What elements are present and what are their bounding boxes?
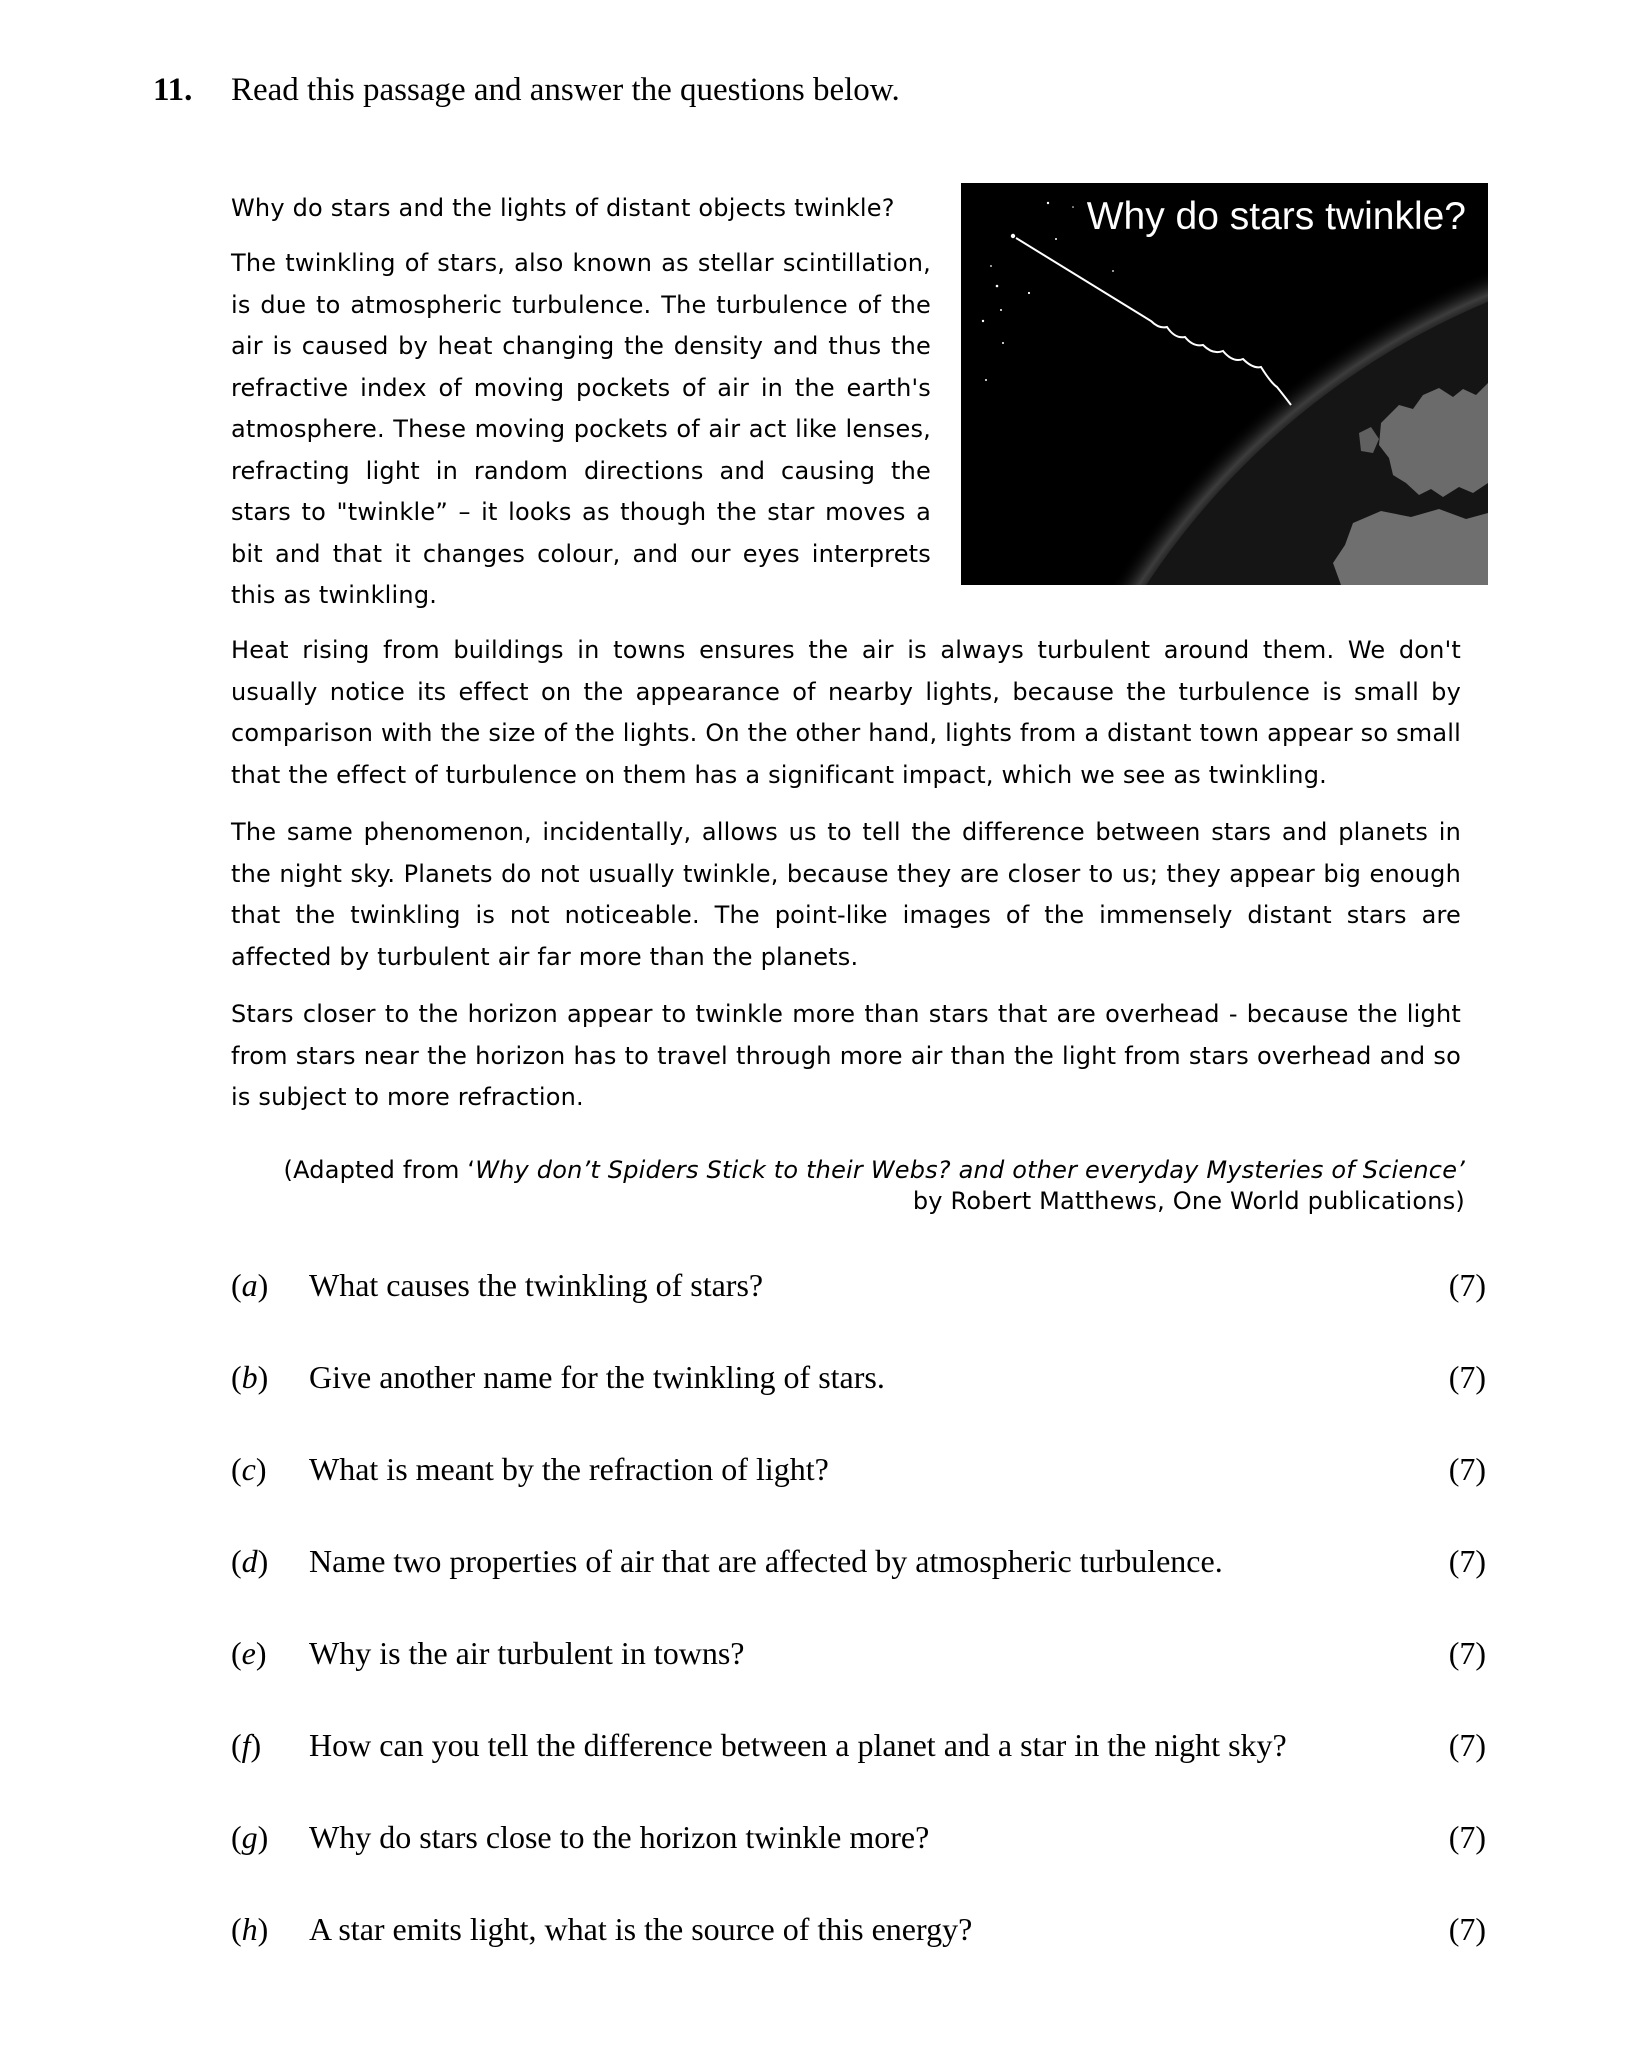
paragraph-text: The same phenomenon, incidentally, allows us to tell the difference between stars and planets in the night sky. Planets do not usually twinkle, because they are closer to us; they appear big enough that the twinkling is not noticeable. The point-like images of the immensely distant stars are affected by turbulent air far more than the planets. <box>231 818 1461 971</box>
question-item-d <box>231 1538 1486 1584</box>
question-item-a <box>231 1262 1486 1308</box>
paragraph-text: Heat rising from buildings in towns ensures the air is always turbulent around them. We don't usually notice its effect on the appearance of nearby lights, because the turbulence is small by comparison with the size of the lights. On the other hand, lights from a distant town appear so small that the effect of turbulence on them has a significant impact, which we see as twinkling. <box>231 636 1461 789</box>
question-label: (b) <box>231 1359 269 1395</box>
question-text: A star emits light, what is the source of this energy? <box>309 1911 973 1947</box>
citation-prefix: (Adapted from ‘ <box>283 1156 476 1184</box>
question-item-e <box>231 1630 1486 1676</box>
passage-paragraph-1 <box>231 243 931 617</box>
question-marks: (7) <box>1448 1911 1486 1947</box>
question-item-c <box>231 1446 1486 1492</box>
question-label: (a) <box>231 1267 269 1303</box>
question-label: (c) <box>231 1451 267 1487</box>
question-marks: (7) <box>1448 1267 1486 1303</box>
citation-byline: by Robert Matthews, One World publications) <box>912 1187 1465 1215</box>
passage-paragraph-4 <box>231 994 1461 1119</box>
question-item-f <box>231 1722 1486 1768</box>
question-label: (d) <box>231 1543 269 1579</box>
question-label: (g) <box>231 1819 269 1855</box>
earth-from-space-image <box>961 183 1488 585</box>
question-marks: (7) <box>1448 1543 1486 1579</box>
question-marks: (7) <box>1448 1819 1486 1855</box>
passage-intro-question: Why do stars and the lights of distant objects twinkle? <box>231 194 895 222</box>
question-label: (e) <box>231 1635 267 1671</box>
question-marks: (7) <box>1448 1359 1486 1395</box>
citation-title: Why don’t Spiders Stick to their Webs? and other everyday Mysteries of Science’ <box>475 1156 1465 1184</box>
question-number: 11. <box>153 72 193 108</box>
citation-line-1 <box>231 1155 1465 1186</box>
question-label: (f) <box>231 1727 262 1763</box>
paragraph-text: Stars closer to the horizon appear to twinkle more than stars that are overhead - because the light from stars near the horizon has to travel through more air than the light from stars overhead and so is subject to more refraction. <box>231 1000 1461 1111</box>
question-text: Why do stars close to the horizon twinkle more? <box>309 1819 930 1855</box>
question-text: Why is the air turbulent in towns? <box>309 1635 745 1671</box>
source-citation <box>231 1155 1465 1217</box>
question-item-b <box>231 1354 1486 1400</box>
question-text: Name two properties of air that are affected by atmospheric turbulence. <box>309 1543 1223 1579</box>
passage-paragraph-2 <box>231 630 1461 796</box>
twinkle-illustration <box>961 183 1488 585</box>
question-marks: (7) <box>1448 1451 1486 1487</box>
question-item-h <box>231 1906 1486 1952</box>
question-marks: (7) <box>1448 1727 1486 1763</box>
question-text: What is meant by the refraction of light? <box>309 1451 829 1487</box>
figure-title: Why do stars twinkle? <box>1086 195 1466 238</box>
question-text: Give another name for the twinkling of stars. <box>309 1359 885 1395</box>
question-text: What causes the twinkling of stars? <box>309 1267 764 1303</box>
passage-paragraph-3 <box>231 812 1461 978</box>
question-header <box>153 68 900 112</box>
question-label: (h) <box>231 1911 269 1947</box>
question-text: How can you tell the difference between a planet and a star in the night sky? <box>309 1727 1287 1763</box>
paragraph-text: The twinkling of stars, also known as stellar scintillation, is due to atmospheric turbulence. The turbulence of the air is caused by heat changing the density and thus the refractive index of moving pockets of air in the earth's atmosphere. These moving pockets of air act like lenses, refracting light in random directions and causing the stars to "twinkle” – it looks as though the star moves a bit and that it changes colour, and our eyes interprets this as twinkling. <box>231 249 931 609</box>
question-marks: (7) <box>1448 1635 1486 1671</box>
question-instruction: Read this passage and answer the questions below. <box>231 72 900 108</box>
question-item-g <box>231 1814 1486 1860</box>
